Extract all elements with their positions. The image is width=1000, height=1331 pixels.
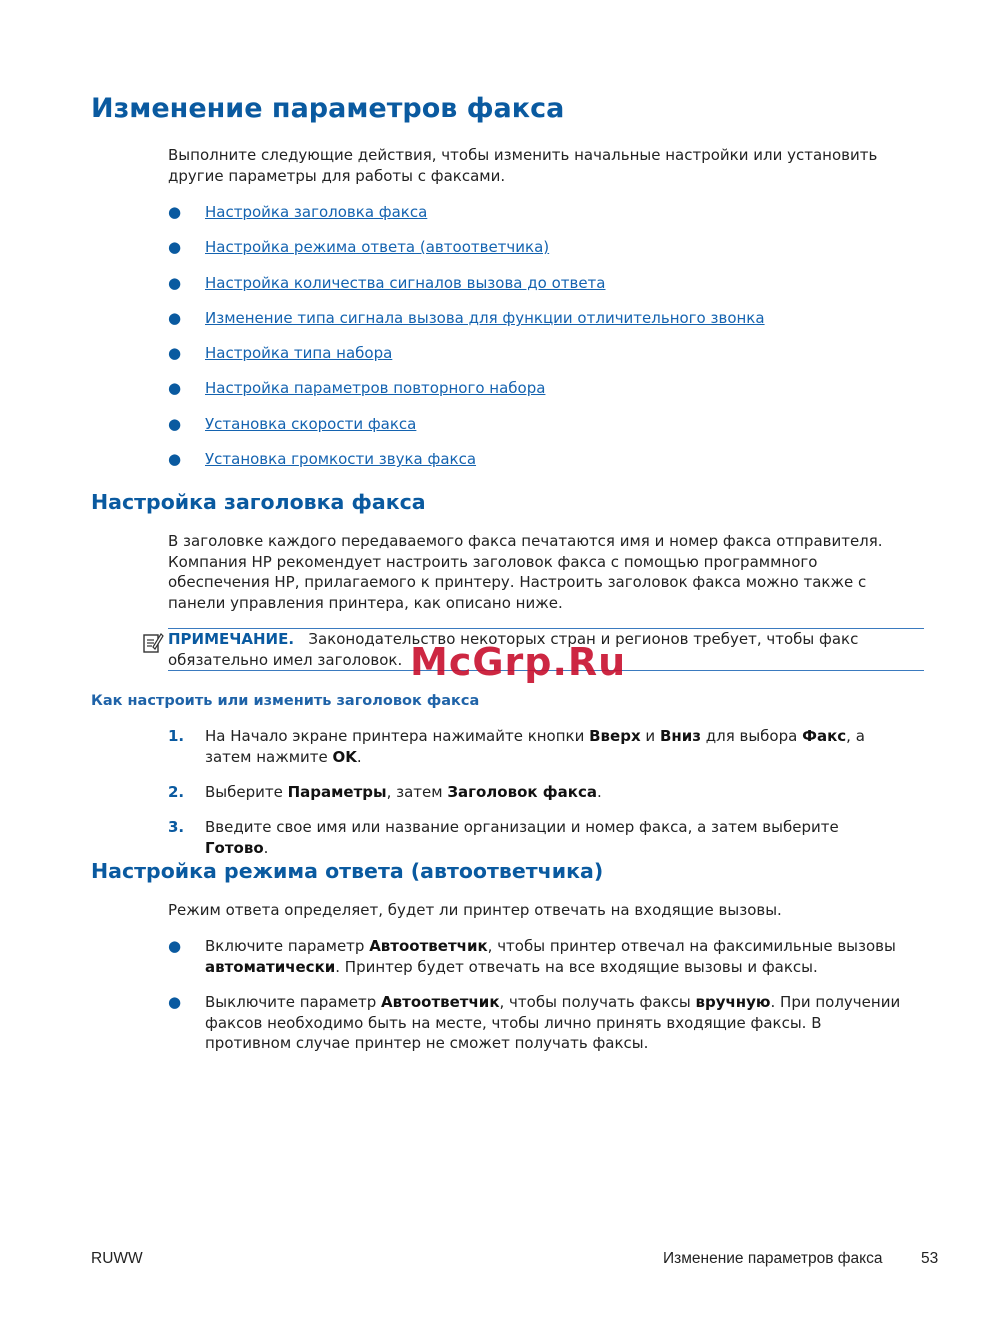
list-item [168,378,928,400]
section-title-fax-header: Настройка заголовка факса [91,490,426,514]
toc-link-rings-to-answer[interactable]: Настройка количества сигналов вызова до ответа [205,274,606,292]
bullet-text: Включите параметр Автоответчик, чтобы принтер отвечал на факсимильные вызовы автоматически. Принтер будет отвечать на все входящие вызовы и факсы. [205,937,896,976]
step-number: 1. [168,727,185,745]
note-icon [142,631,164,655]
bullet-icon: ● [168,203,182,221]
bullet-icon: ● [168,415,182,433]
step-text: Выберите Параметры, затем Заголовок факса. [205,783,602,801]
toc-link-answer-mode[interactable]: Настройка режима ответа (автоответчика) [205,238,550,256]
bullet-icon: ● [168,238,182,256]
list-item [168,202,928,224]
page-title: Изменение параметров факса [91,93,565,124]
step-number: 3. [168,818,185,836]
note-text: Законодательство некоторых стран и регионов требует, чтобы факс обязательно имел заголовок. [168,630,859,669]
list-item [168,343,928,365]
bullet-icon: ● [168,993,182,1011]
note-label: ПРИМЕЧАНИЕ. [168,630,295,648]
step-text: Введите свое имя или название организации и номер факса, а затем выберите Готово. [205,818,839,857]
step-text: На Начало экране принтера нажимайте кнопки Вверх и Вниз для выбора Факс, а затем нажмите OK. [205,727,865,766]
toc-link-distinctive-ring[interactable]: Изменение типа сигнала вызова для функции отличительного звонка [205,309,765,327]
section-paragraph: Режим ответа определяет, будет ли принтер отвечать на входящие вызовы. [168,901,782,919]
footer-left: RUWW [91,1250,143,1267]
intro-paragraph: Выполните следующие действия, чтобы изменить начальные настройки или установить другие параметры для работы с факсами. [168,146,878,185]
step-number: 2. [168,783,185,801]
bullet-icon: ● [168,937,182,955]
toc-link-fax-volume[interactable]: Установка громкости звука факса [205,450,477,468]
bullet-text: Выключите параметр Автоответчик, чтобы получать факсы вручную. При получении факсов необходимо быть на месте, чтобы лично принять входящие факсы. В противном случае принтер не сможет получать факсы. [205,993,901,1052]
bullet-icon: ● [168,309,182,327]
section-title-answer-mode: Настройка режима ответа (автоответчика) [91,859,604,883]
watermark-logo: McGrp.Ru [410,640,627,684]
list-item [168,449,928,471]
list-item [168,414,928,436]
footer-section-title: Изменение параметров факса [663,1250,883,1267]
list-item [168,273,928,295]
page-number: 53 [921,1250,939,1267]
toc-link-redial[interactable]: Настройка параметров повторного набора [205,379,546,397]
bullet-icon: ● [168,274,182,292]
bullet-icon: ● [168,344,182,362]
bullet-icon: ● [168,379,182,397]
toc-link-fax-speed[interactable]: Установка скорости факса [205,415,417,433]
toc-link-dial-type[interactable]: Настройка типа набора [205,344,393,362]
toc-link-fax-header[interactable]: Настройка заголовка факса [205,203,428,221]
bullet-icon: ● [168,450,182,468]
section-paragraph: В заголовке каждого передаваемого факса печатаются имя и номер факса отправителя. Компания HP рекомендует настроить заголовок факса с помощью программного обеспечения HP, прилагаемого к принтеру. Настроить заголовок факса можно также с панели управления принтера, как описано ниже. [168,532,883,612]
howto-title: Как настроить или изменить заголовок факса [91,693,480,709]
list-item [168,308,928,330]
list-item [168,237,928,259]
